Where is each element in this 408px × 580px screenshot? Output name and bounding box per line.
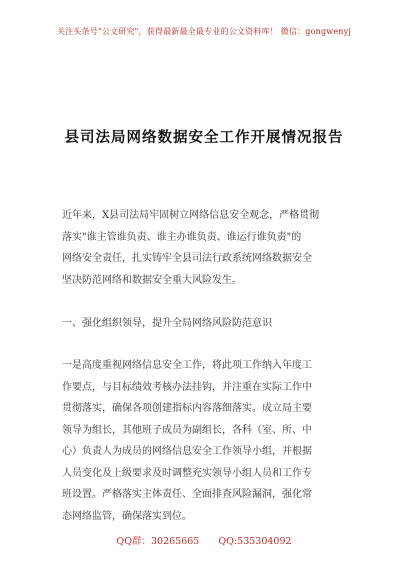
body-line: 心）负责人为成员的网络信息安全工作领导小组，并根据 (62, 446, 312, 457)
body-line: 一是高度重视网络信息安全工作，将此项工作纳入年度工 (62, 360, 312, 371)
footer-qq-group: QQ群：30265665 (116, 536, 200, 547)
header-promo-note: 关注头条号"公文研究"，获得最新最全最专业的公文资料库！ 微信：gongwenyj (56, 27, 352, 36)
body-line: 贯彻落实，确保各项创建指标内容落细落实。成立局主要 (62, 403, 312, 414)
document-title: 县司法局网络数据安全工作开展情况报告 (64, 129, 344, 146)
section-heading: 一、强化组织领导，提升全局网络风险防范意识 (62, 318, 272, 329)
footer-contact (0, 533, 408, 547)
body-line: 班设置。严格落实主体责任、全面排查风险漏洞，强化常 (62, 489, 312, 500)
body-line: 态网络监管，确保落实到位。 (62, 510, 192, 522)
intro-line: 网络安全责任，扎实铸牢全县司法行政系统网络数据安全 (62, 253, 312, 264)
section-body-paragraph (62, 355, 348, 527)
body-line: 领导为组长，其他班子成员为副组长，各科（室、所、中 (62, 424, 312, 436)
intro-line: 坚决防范网络和数据安全重大风险发生。 (62, 274, 242, 286)
body-line: 人员变化及上级要求及时调整充实领导小组人员和工作专 (62, 467, 312, 479)
body-line: 作要点，与目标绩效考核办法挂钩，并注重在实际工作中 (62, 381, 312, 393)
intro-paragraph (62, 205, 348, 291)
intro-line: 落实"谁主管谁负责、谁主办谁负责、谁运行谁负责"的 (62, 231, 302, 243)
footer-qq: QQ:535304092 (218, 536, 292, 547)
intro-line: 近年来，X县司法局牢固树立网络信息安全观念，严格贯彻 (62, 210, 320, 221)
